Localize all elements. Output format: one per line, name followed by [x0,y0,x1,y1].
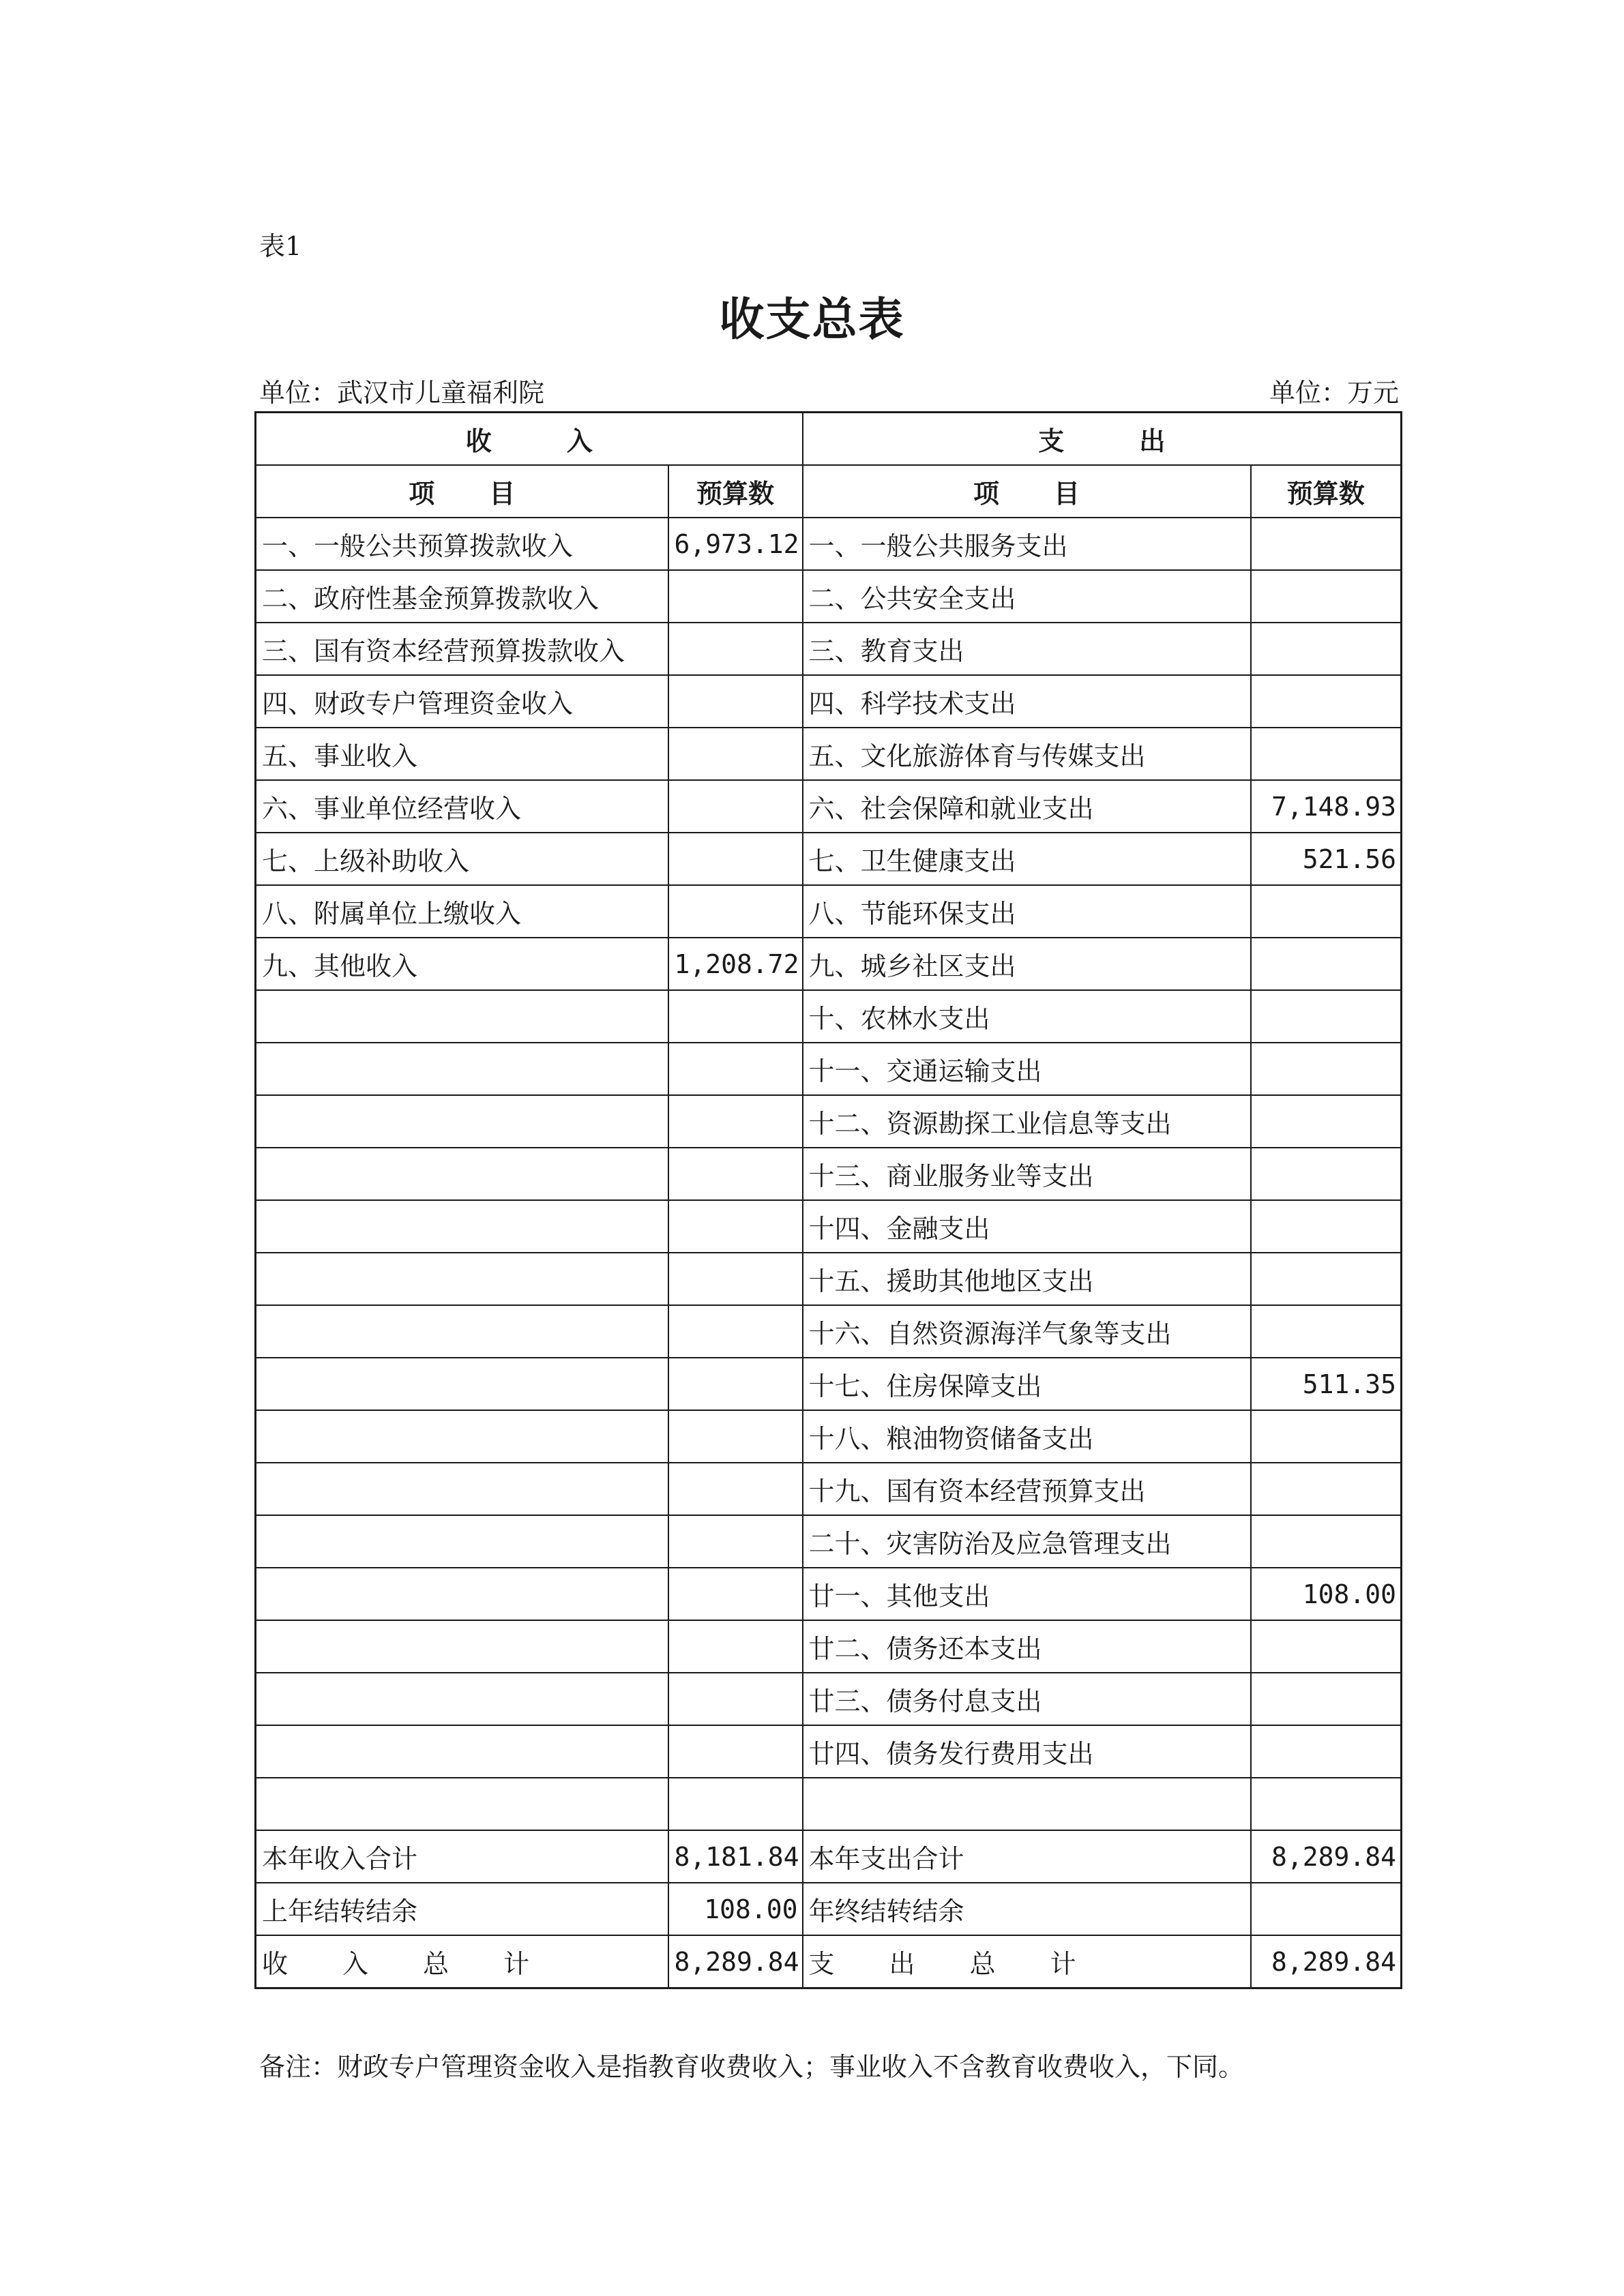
income-budget-cell [668,623,803,675]
income-item-cell [256,1515,668,1568]
expense-grand-total-value: 8,289.84 [1251,1935,1402,1988]
expense-budget-cell [1251,938,1402,990]
income-item-cell [256,990,668,1043]
expense-item-cell: 七、卫生健康支出 [803,833,1251,885]
income-item-header: 项 目 [256,465,668,518]
expense-item-cell: 一、一般公共服务支出 [803,518,1251,570]
income-budget-cell [668,990,803,1043]
expense-item-header: 项 目 [803,465,1251,518]
section-header-row [256,413,1402,466]
column-header-row [256,465,1402,518]
expense-budget-cell: 511.35 [1251,1358,1402,1410]
income-budget-cell [668,570,803,623]
expense-budget-cell [1251,518,1402,570]
table-row [256,728,1402,780]
income-item-cell [256,1673,668,1725]
expense-item-cell: 十三、商业服务业等支出 [803,1148,1251,1200]
expense-budget-cell [1251,1883,1402,1935]
expense-item-cell: 十二、资源勘探工业信息等支出 [803,1095,1251,1148]
expense-item-cell: 八、节能环保支出 [803,885,1251,938]
table-row [256,1095,1402,1148]
expense-budget-cell: 7,148.93 [1251,780,1402,833]
income-item-cell: 本年收入合计 [256,1830,668,1883]
expense-budget-cell [1251,1043,1402,1095]
income-budget-cell [668,1358,803,1410]
expense-item-cell: 三、教育支出 [803,623,1251,675]
expense-budget-cell [1251,1515,1402,1568]
income-budget-header: 预算数 [668,465,803,518]
income-budget-cell [668,1515,803,1568]
table-row [256,1358,1402,1410]
income-item-cell: 九、其他收入 [256,938,668,990]
income-budget-cell [668,1463,803,1515]
expense-item-cell: 十四、金融支出 [803,1200,1251,1253]
income-section-header: 收 入 [256,413,803,466]
income-item-cell [256,1358,668,1410]
income-budget-cell: 1,208.72 [668,938,803,990]
table-row [256,623,1402,675]
income-item-cell [256,1148,668,1200]
income-item-cell [256,1043,668,1095]
expense-item-cell: 二、公共安全支出 [803,570,1251,623]
expense-item-cell: 五、文化旅游体育与传媒支出 [803,728,1251,780]
expense-budget-cell: 8,289.84 [1251,1830,1402,1883]
income-budget-cell [668,1305,803,1358]
income-item-cell [256,1253,668,1305]
expense-budget-cell [1251,1725,1402,1778]
unit-currency: 单位：万元 [1269,378,1399,408]
table-row [256,1148,1402,1200]
income-item-cell [256,1410,668,1463]
table-row [256,675,1402,728]
expense-budget-cell [1251,1253,1402,1305]
expense-budget-cell [1251,990,1402,1043]
income-item-cell: 七、上级补助收入 [256,833,668,885]
income-item-cell: 八、附属单位上缴收入 [256,885,668,938]
income-budget-cell [668,1568,803,1620]
expense-item-cell: 廿二、债务还本支出 [803,1620,1251,1673]
income-budget-cell [668,833,803,885]
income-item-cell: 一、一般公共预算拨款收入 [256,518,668,570]
income-budget-cell [668,1253,803,1305]
income-budget-cell [668,1200,803,1253]
expense-item-cell: 年终结转结余 [803,1883,1251,1935]
table-label: 表1 [259,231,302,261]
expense-item-cell [803,1778,1251,1830]
expense-item-cell: 廿一、其他支出 [803,1568,1251,1620]
table-row [256,1830,1402,1883]
expense-item-cell: 二十、灾害防治及应急管理支出 [803,1515,1251,1568]
income-budget-cell [668,1148,803,1200]
expense-item-cell: 十七、住房保障支出 [803,1358,1251,1410]
table-row [256,1515,1402,1568]
table-row [256,1253,1402,1305]
table-row [256,570,1402,623]
income-item-cell: 六、事业单位经营收入 [256,780,668,833]
expense-item-cell: 十、农林水支出 [803,990,1251,1043]
income-item-cell [256,1095,668,1148]
expense-item-cell: 十五、援助其他地区支出 [803,1253,1251,1305]
table-row [256,1410,1402,1463]
income-budget-cell: 108.00 [668,1883,803,1935]
income-budget-cell [668,1778,803,1830]
table-row [256,938,1402,990]
income-budget-cell [668,1095,803,1148]
expense-budget-cell [1251,1463,1402,1515]
expense-item-cell: 四、科学技术支出 [803,675,1251,728]
expense-budget-cell [1251,1305,1402,1358]
income-item-cell [256,1305,668,1358]
income-item-cell [256,1463,668,1515]
expense-budget-cell: 521.56 [1251,833,1402,885]
budget-table [254,411,1402,1989]
grand-total-row [256,1935,1402,1988]
expense-item-cell: 本年支出合计 [803,1830,1251,1883]
expense-budget-cell [1251,885,1402,938]
income-item-cell: 四、财政专户管理资金收入 [256,675,668,728]
expense-budget-cell [1251,1200,1402,1253]
income-budget-cell [668,1410,803,1463]
expense-budget-cell [1251,1095,1402,1148]
table-row [256,1568,1402,1620]
table-row [256,780,1402,833]
income-item-cell: 二、政府性基金预算拨款收入 [256,570,668,623]
expense-section-header: 支 出 [803,413,1402,466]
expense-budget-cell [1251,1620,1402,1673]
table-row [256,1305,1402,1358]
table-row [256,1673,1402,1725]
expense-item-cell: 十九、国有资本经营预算支出 [803,1463,1251,1515]
table-row [256,990,1402,1043]
expense-item-cell: 六、社会保障和就业支出 [803,780,1251,833]
income-budget-cell [668,1043,803,1095]
expense-item-cell: 十八、粮油物资储备支出 [803,1410,1251,1463]
page-title: 收支总表 [719,293,905,346]
income-item-cell [256,1725,668,1778]
expense-budget-cell: 108.00 [1251,1568,1402,1620]
expense-budget-cell [1251,728,1402,780]
table-row [256,1043,1402,1095]
remark-note: 备注：财政专户管理资金收入是指教育收费收入；事业收入不含教育收费收入，下同。 [259,2052,1245,2082]
expense-budget-cell [1251,1778,1402,1830]
expense-budget-cell [1251,1148,1402,1200]
income-budget-cell [668,728,803,780]
expense-budget-header: 预算数 [1251,465,1402,518]
income-budget-cell [668,675,803,728]
income-item-cell [256,1200,668,1253]
income-budget-cell: 6,973.12 [668,518,803,570]
expense-budget-cell [1251,1673,1402,1725]
table-row [256,1725,1402,1778]
expense-budget-cell [1251,623,1402,675]
income-item-cell: 五、事业收入 [256,728,668,780]
expense-budget-cell [1251,675,1402,728]
expense-item-cell: 九、城乡社区支出 [803,938,1251,990]
income-grand-total-label: 收 入 总 计 [256,1935,668,1988]
table-row [256,518,1402,570]
table-row [256,833,1402,885]
income-item-cell [256,1620,668,1673]
table-row [256,1620,1402,1673]
table-row [256,1200,1402,1253]
table-row [256,1883,1402,1935]
unit-organization: 单位：武汉市儿童福利院 [259,378,545,408]
expense-item-cell: 十一、交通运输支出 [803,1043,1251,1095]
expense-budget-cell [1251,1410,1402,1463]
income-budget-cell [668,885,803,938]
expense-budget-cell [1251,570,1402,623]
income-item-cell [256,1568,668,1620]
expense-grand-total-label: 支 出 总 计 [803,1935,1251,1988]
expense-item-cell: 廿三、债务付息支出 [803,1673,1251,1725]
income-budget-cell [668,780,803,833]
expense-item-cell: 十六、自然资源海洋气象等支出 [803,1305,1251,1358]
income-budget-cell: 8,181.84 [668,1830,803,1883]
income-budget-cell [668,1620,803,1673]
table-row [256,885,1402,938]
table-row [256,1778,1402,1830]
expense-item-cell: 廿四、债务发行费用支出 [803,1725,1251,1778]
income-item-cell: 三、国有资本经营预算拨款收入 [256,623,668,675]
income-budget-cell [668,1673,803,1725]
income-item-cell [256,1778,668,1830]
table-row [256,1463,1402,1515]
income-budget-cell [668,1725,803,1778]
income-item-cell: 上年结转结余 [256,1883,668,1935]
income-grand-total-value: 8,289.84 [668,1935,803,1988]
